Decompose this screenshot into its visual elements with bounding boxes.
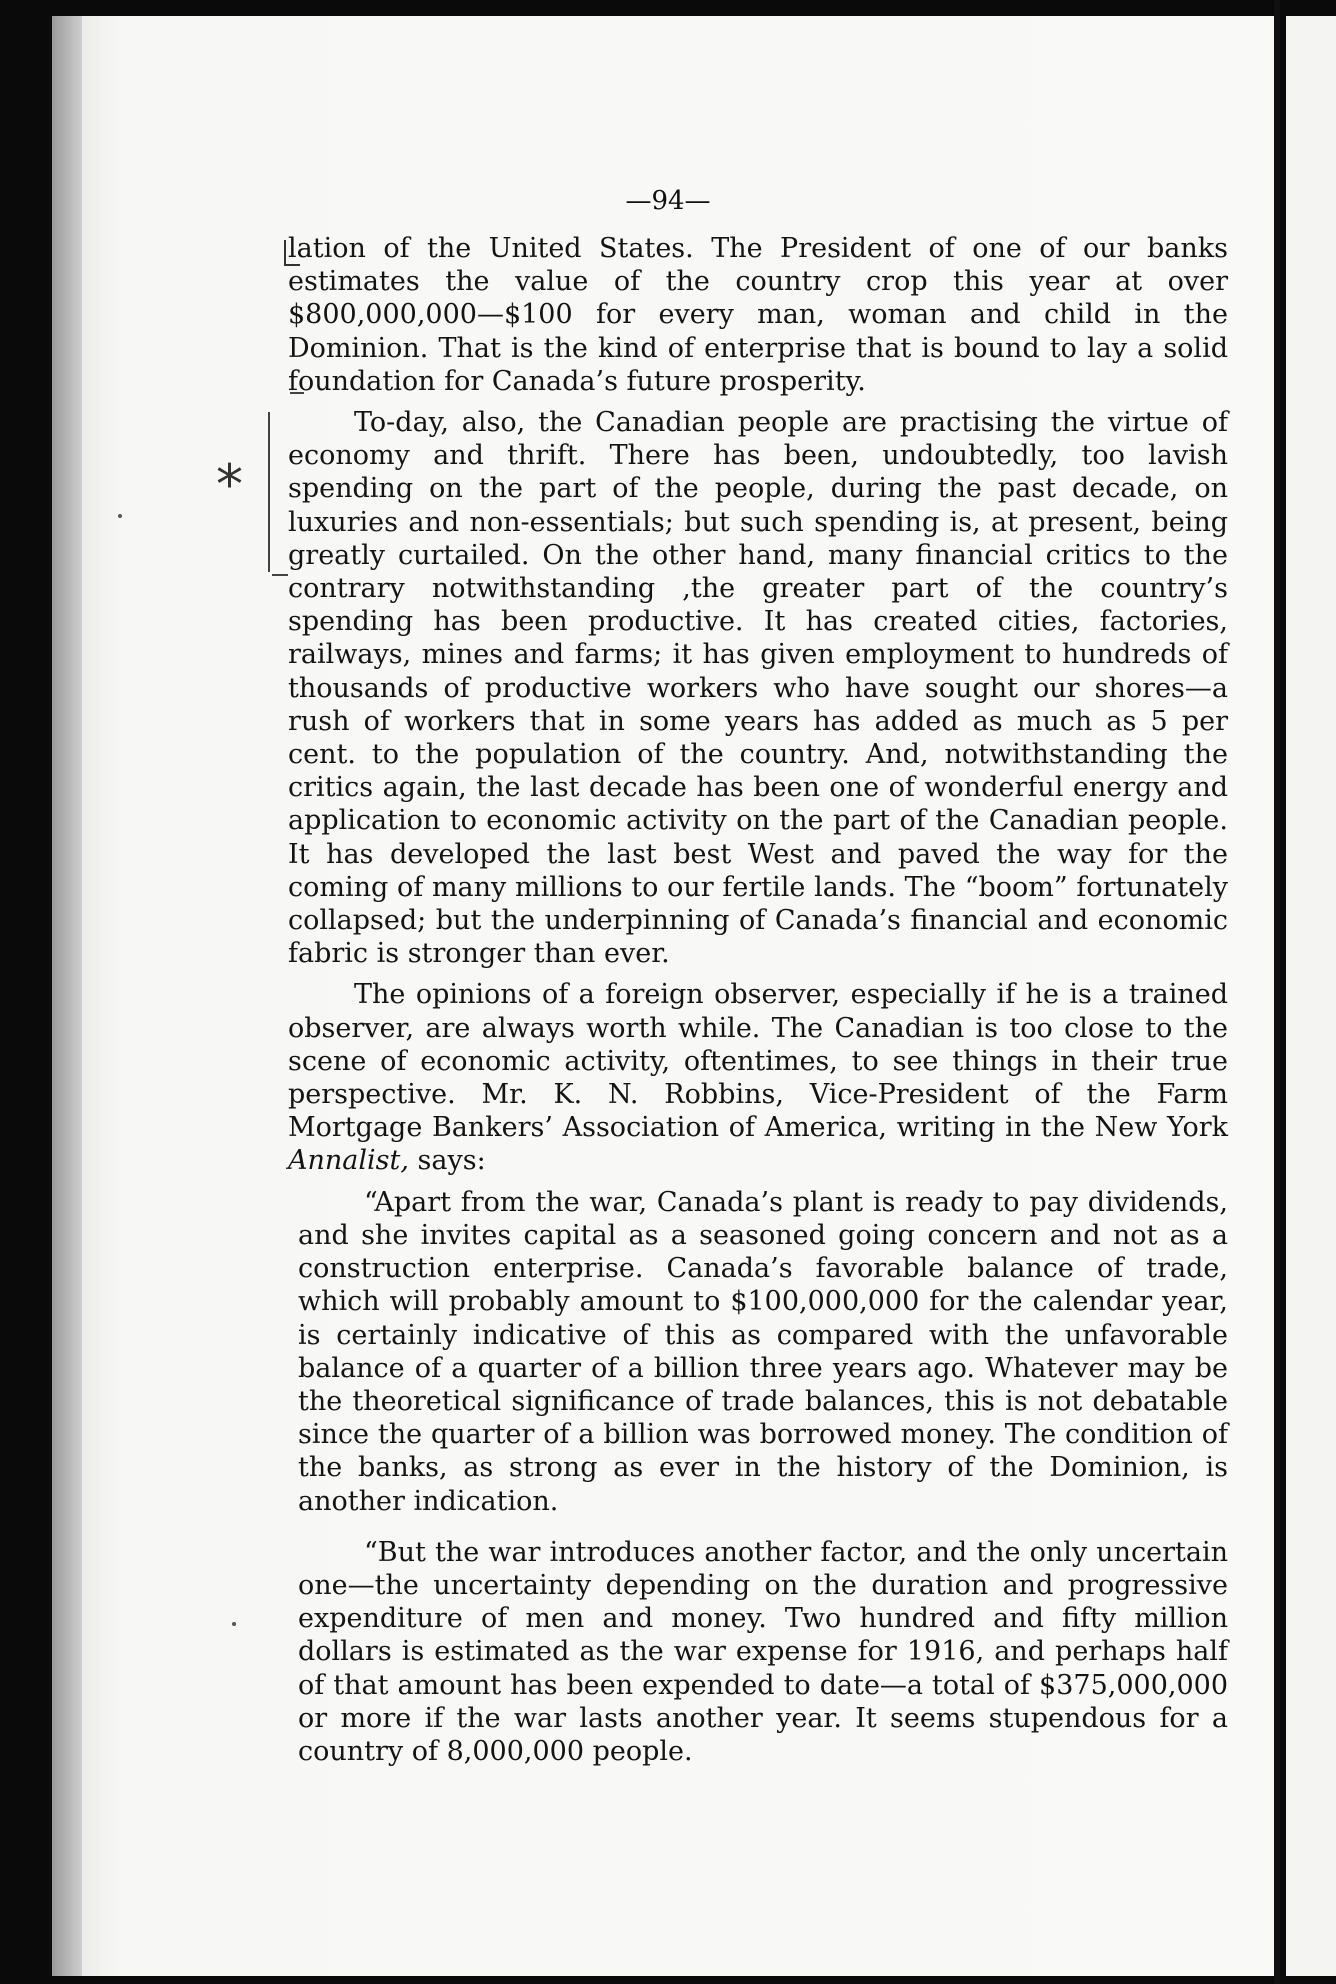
paragraph-foreign-observer-end: says:	[408, 1145, 486, 1177]
page-number: —94—	[625, 186, 711, 216]
quote-paragraph-2: “But the war introduces another factor, and the only uncertain one—the uncertainty depending on the duration and progressive expenditure of men and money. Two hundred and fifty million dollars is estimated as the war expense for 1916, and perhaps half of that amount has been expended to date—a total of $375,000,000 or more if the war lasts another year. It seems stupendous for a country of 8,000,000 people.	[298, 1536, 1228, 1767]
quote-paragraph-1: “Apart from the war, Canada’s plant is ready to pay dividends, and she invites capital as a seasoned going concern and not as a construction enterprise. Canada’s favorable balance of trade, which will probably amount to $100,000,000 for the calendar year, is certainly indicative of this as compared with the unfavorable balance of a quarter of a billion three years ago. Whatever may be the theoretical significance of trade balances, this is not debatable since the quarter of a billion was borrowed money. The condition of the banks, as strong as ever in the history of the Dominion, is another indication.	[298, 1186, 1228, 1517]
scan-speck	[232, 1622, 236, 1626]
paragraph-foreign-observer-text: The opinions of a foreign observer, especially if he is a trained observer, are always worth while. The Canadian is too close to the scene of economic activity, oftentimes, to see things in their true perspective. Mr. K. N. Robbins, Vice-President of the Farm Mortgage Bankers’ Association of America, writing in the New York	[288, 979, 1228, 1144]
paragraph-foreign-observer	[288, 978, 1228, 1177]
paragraph-continuation: lation of the United States. The President of one of our banks estimates the value of the country crop this year at over $800,000,000—$100 for every man, woman and child in the Dominion. That is the kind of enterprise that is bound to lay a solid foundation for Canada’s future prosperity.	[288, 233, 1228, 397]
handwritten-bracket-side	[268, 412, 282, 572]
handwritten-asterisk-mark: *	[216, 453, 243, 516]
publication-title: Annalist,	[288, 1145, 409, 1177]
body-text	[288, 232, 1228, 1768]
handwritten-bracket-foot	[272, 574, 288, 576]
adjacent-page-strip	[1286, 16, 1336, 1976]
scan-speck	[118, 514, 122, 518]
page-gutter	[52, 16, 82, 1976]
page-right-edge	[1274, 0, 1280, 1984]
paragraph-economy-thrift: To-day, also, the Canadian people are practising the virtue of economy and thrift. There has been, undoubtedly, too lavish spending on the part of the people, during the past decade, on luxuries and non-essentials; but such spending is, at present, being greatly curtailed. On the other hand, many financial critics to the contrary notwithstanding ,the greater part of the country’s spending has been productive. It has created cities, factories, railways, mines and farms; it has given employment to hundreds of thousands of productive workers who have sought our shores—a rush of workers that in some years has added as much as 5 per cent. to the population of the country. And, notwithstanding the critics again, the last decade has been one of wonderful energy and application to economic activity on the part of the Canadian people. It has developed the last best West and paved the way for the coming of many millions to our fertile lands. The “boom” fortunately collapsed; but the underpinning of Canada’s financial and economic fabric is stronger than ever.	[288, 407, 1228, 970]
